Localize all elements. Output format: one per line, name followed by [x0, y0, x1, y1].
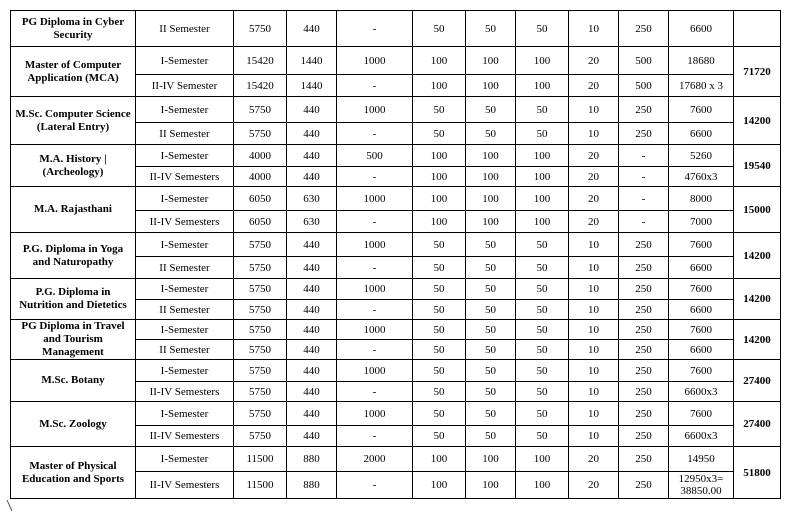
fee-cell: - — [337, 11, 413, 47]
fee-cell: 250 — [619, 447, 669, 472]
fee-cell: 440 — [287, 340, 337, 360]
fee-cell: 50 — [516, 257, 569, 279]
course-name-cell: Master of Physical Education and Sports — [11, 447, 136, 499]
fee-cell: 440 — [287, 233, 337, 257]
total-fee-cell: 51800 — [734, 447, 781, 499]
fee-cell: 50 — [516, 320, 569, 340]
fee-cell: 50 — [466, 402, 516, 426]
table-row — [11, 97, 781, 123]
fee-cell: 6600 — [669, 257, 734, 279]
fee-cell: 50 — [516, 97, 569, 123]
course-name-cell: M.Sc. Botany — [11, 360, 136, 402]
fee-cell: 50 — [466, 426, 516, 447]
fee-cell: 50 — [466, 233, 516, 257]
fee-cell: 440 — [287, 300, 337, 320]
fee-cell: 440 — [287, 257, 337, 279]
fee-cell: 50 — [516, 426, 569, 447]
fee-cell: - — [337, 340, 413, 360]
fee-cell: 6600 — [669, 340, 734, 360]
fee-cell: 17680 x 3 — [669, 75, 734, 97]
semester-cell: I-Semester — [136, 360, 234, 382]
fee-cell: 18680 — [669, 47, 734, 75]
semester-cell: II Semester — [136, 257, 234, 279]
fee-cell: 10 — [569, 360, 619, 382]
fee-cell: 15420 — [234, 47, 287, 75]
fee-cell: 100 — [413, 211, 466, 233]
fee-cell: 15420 — [234, 75, 287, 97]
fee-cell: 10 — [569, 257, 619, 279]
fee-cell: 4000 — [234, 145, 287, 167]
fee-cell: 440 — [287, 167, 337, 187]
fee-cell: 5750 — [234, 426, 287, 447]
fee-cell: 1000 — [337, 360, 413, 382]
semester-cell: I-Semester — [136, 447, 234, 472]
course-name-cell: M.Sc. Zoology — [11, 402, 136, 447]
fee-cell: 50 — [413, 382, 466, 402]
fee-cell: 50 — [413, 360, 466, 382]
fee-cell: 100 — [466, 47, 516, 75]
fee-cell: 7600 — [669, 320, 734, 340]
fee-cell: 1000 — [337, 279, 413, 300]
total-fee-cell: 14200 — [734, 233, 781, 279]
fee-cell: - — [337, 167, 413, 187]
fee-cell: 50 — [466, 97, 516, 123]
fee-cell: 20 — [569, 75, 619, 97]
fee-cell: 50 — [413, 257, 466, 279]
semester-cell: II Semester — [136, 123, 234, 145]
fee-cell: 10 — [569, 382, 619, 402]
fee-cell: - — [337, 300, 413, 320]
semester-cell: I-Semester — [136, 279, 234, 300]
semester-cell: II Semester — [136, 300, 234, 320]
course-name-cell: Master of Computer Application (MCA) — [11, 47, 136, 97]
semester-cell: I-Semester — [136, 145, 234, 167]
fee-cell: 100 — [413, 447, 466, 472]
semester-cell: II Semester — [136, 11, 234, 47]
fee-cell: 7000 — [669, 211, 734, 233]
fee-cell: 1000 — [337, 97, 413, 123]
fee-cell: - — [337, 382, 413, 402]
total-fee-cell: 14200 — [734, 320, 781, 360]
fee-cell: - — [619, 211, 669, 233]
fee-cell: 5750 — [234, 257, 287, 279]
fee-cell: 1000 — [337, 187, 413, 211]
fee-cell: 10 — [569, 402, 619, 426]
fee-cell: 250 — [619, 97, 669, 123]
table-row — [11, 233, 781, 257]
semester-cell: II-IV Semesters — [136, 426, 234, 447]
fee-cell: - — [619, 187, 669, 211]
fee-cell: 50 — [413, 320, 466, 340]
fee-cell: 6600 — [669, 300, 734, 320]
course-name-cell: M.Sc. Computer Science (Lateral Entry) — [11, 97, 136, 145]
fee-cell: 5750 — [234, 123, 287, 145]
fee-cell: 500 — [619, 47, 669, 75]
fee-cell: 11500 — [234, 447, 287, 472]
fee-cell: 5750 — [234, 11, 287, 47]
fee-cell: 100 — [413, 145, 466, 167]
fee-cell: - — [337, 211, 413, 233]
table-row — [11, 402, 781, 426]
semester-cell: I-Semester — [136, 233, 234, 257]
fee-cell: 100 — [466, 211, 516, 233]
fee-cell: - — [337, 426, 413, 447]
fee-cell: 50 — [516, 279, 569, 300]
fee-cell: 440 — [287, 382, 337, 402]
fee-cell: 100 — [516, 187, 569, 211]
total-fee-cell: 27400 — [734, 402, 781, 447]
fee-cell: 250 — [619, 257, 669, 279]
fee-cell: 50 — [466, 11, 516, 47]
fee-cell: 440 — [287, 402, 337, 426]
total-fee-cell: 27400 — [734, 360, 781, 402]
fee-cell: 250 — [619, 340, 669, 360]
fee-cell: - — [337, 472, 413, 499]
fee-cell: 250 — [619, 472, 669, 499]
fee-cell: 1000 — [337, 320, 413, 340]
fee-cell: 7600 — [669, 279, 734, 300]
fee-cell: 5750 — [234, 233, 287, 257]
table-row — [11, 187, 781, 211]
semester-cell: II-IV Semesters — [136, 211, 234, 233]
fee-cell: 100 — [413, 472, 466, 499]
fee-cell: 440 — [287, 11, 337, 47]
semester-cell: II-IV Semesters — [136, 167, 234, 187]
fee-cell: 6050 — [234, 187, 287, 211]
semester-cell: II-IV Semesters — [136, 382, 234, 402]
fee-cell: - — [337, 257, 413, 279]
fee-cell: 50 — [516, 340, 569, 360]
fee-cell: 50 — [466, 382, 516, 402]
course-name-cell: M.A. Rajasthani — [11, 187, 136, 233]
fee-cell: 100 — [413, 167, 466, 187]
total-fee-cell — [734, 11, 781, 47]
fee-cell: 440 — [287, 279, 337, 300]
fee-cell: 20 — [569, 187, 619, 211]
fee-cell: 50 — [413, 233, 466, 257]
fee-cell: 50 — [516, 300, 569, 320]
fee-cell: 10 — [569, 97, 619, 123]
fee-cell: 6600x3 — [669, 382, 734, 402]
fee-cell: 6600x3 — [669, 426, 734, 447]
fee-cell: 630 — [287, 211, 337, 233]
course-name-cell: PG Diploma in Travel and Tourism Management — [11, 320, 136, 360]
fee-cell: 2000 — [337, 447, 413, 472]
fee-cell: 8000 — [669, 187, 734, 211]
fee-cell: 50 — [413, 97, 466, 123]
fee-cell: 250 — [619, 233, 669, 257]
semester-cell: II Semester — [136, 340, 234, 360]
fee-cell: 50 — [466, 123, 516, 145]
fee-cell: 100 — [413, 187, 466, 211]
fee-cell: 5750 — [234, 360, 287, 382]
semester-cell: I-Semester — [136, 320, 234, 340]
fee-cell: 20 — [569, 211, 619, 233]
semester-cell: I-Semester — [136, 187, 234, 211]
semester-cell: I-Semester — [136, 47, 234, 75]
fee-cell: 1000 — [337, 233, 413, 257]
fee-cell: 50 — [516, 123, 569, 145]
fee-cell: 250 — [619, 382, 669, 402]
fee-cell: 50 — [466, 360, 516, 382]
fee-cell: 100 — [466, 145, 516, 167]
fee-cell: 100 — [413, 75, 466, 97]
fee-cell: 250 — [619, 300, 669, 320]
fee-cell: 100 — [516, 211, 569, 233]
fee-cell: 5750 — [234, 340, 287, 360]
fee-cell: 10 — [569, 300, 619, 320]
total-fee-cell: 15000 — [734, 187, 781, 233]
course-name-cell: P.G. Diploma in Yoga and Naturopathy — [11, 233, 136, 279]
fee-cell: 100 — [516, 447, 569, 472]
fee-cell: 5260 — [669, 145, 734, 167]
fee-cell: 50 — [516, 233, 569, 257]
fee-cell: 500 — [337, 145, 413, 167]
fee-cell: 250 — [619, 11, 669, 47]
total-fee-cell: 71720 — [734, 47, 781, 97]
fee-cell: 7600 — [669, 233, 734, 257]
fee-cell: 50 — [516, 402, 569, 426]
fee-cell: 7600 — [669, 97, 734, 123]
fee-cell: 880 — [287, 447, 337, 472]
fee-cell: 4000 — [234, 167, 287, 187]
fee-cell: 50 — [413, 426, 466, 447]
fee-cell: 50 — [516, 11, 569, 47]
fee-cell: 50 — [466, 300, 516, 320]
fee-cell: 10 — [569, 340, 619, 360]
fee-cell: 50 — [466, 340, 516, 360]
fee-cell: 50 — [466, 320, 516, 340]
fee-cell: 1000 — [337, 402, 413, 426]
fee-cell: 20 — [569, 47, 619, 75]
fee-cell: 100 — [516, 145, 569, 167]
fee-cell: 1000 — [337, 47, 413, 75]
fee-cell: 5750 — [234, 300, 287, 320]
total-fee-cell: 14200 — [734, 279, 781, 320]
fee-cell: 4760x3 — [669, 167, 734, 187]
course-name-cell: P.G. Diploma in Nutrition and Dietetics — [11, 279, 136, 320]
table-row — [11, 279, 781, 300]
fee-cell: 1440 — [287, 47, 337, 75]
fee-cell: 5750 — [234, 279, 287, 300]
fee-cell: 50 — [413, 300, 466, 320]
fee-cell: 100 — [466, 75, 516, 97]
fee-cell: 100 — [466, 447, 516, 472]
fee-cell: 7600 — [669, 402, 734, 426]
fee-cell: 440 — [287, 320, 337, 340]
fee-cell: 5750 — [234, 97, 287, 123]
fee-cell: 20 — [569, 472, 619, 499]
fee-cell: 5750 — [234, 402, 287, 426]
semester-cell: I-Semester — [136, 402, 234, 426]
semester-cell: II-IV Semester — [136, 75, 234, 97]
semester-cell: I-Semester — [136, 97, 234, 123]
total-fee-cell: 14200 — [734, 97, 781, 145]
fee-cell: 12950x3= 38850.00 — [669, 472, 734, 499]
fee-cell: 10 — [569, 123, 619, 145]
fee-cell: 50 — [516, 360, 569, 382]
table-row — [11, 11, 781, 47]
fee-cell: 250 — [619, 123, 669, 145]
fee-cell: 10 — [569, 320, 619, 340]
total-fee-cell: 19540 — [734, 145, 781, 187]
course-name-cell: M.A. History |(Archeology) — [11, 145, 136, 187]
fee-cell: 100 — [516, 75, 569, 97]
fee-cell: 630 — [287, 187, 337, 211]
fee-cell: 20 — [569, 447, 619, 472]
fee-cell: 5750 — [234, 320, 287, 340]
fee-cell: 100 — [516, 47, 569, 75]
semester-cell: II-IV Semesters — [136, 472, 234, 499]
fee-cell: 250 — [619, 402, 669, 426]
fee-cell: 5750 — [234, 382, 287, 402]
fee-cell: 250 — [619, 426, 669, 447]
fee-cell: 50 — [466, 257, 516, 279]
fee-cell: 500 — [619, 75, 669, 97]
fee-cell: 100 — [466, 167, 516, 187]
fee-cell: 6050 — [234, 211, 287, 233]
fee-cell: 50 — [413, 279, 466, 300]
fee-cell: 10 — [569, 233, 619, 257]
fee-cell: 50 — [413, 11, 466, 47]
fee-cell: 440 — [287, 123, 337, 145]
fee-cell: 50 — [413, 123, 466, 145]
fee-cell: 250 — [619, 320, 669, 340]
fee-cell: 6600 — [669, 11, 734, 47]
fee-cell: 50 — [413, 402, 466, 426]
fee-cell: 100 — [413, 47, 466, 75]
fee-cell: 10 — [569, 426, 619, 447]
table-row — [11, 447, 781, 472]
table-row — [11, 360, 781, 382]
fee-cell: 11500 — [234, 472, 287, 499]
fee-cell: - — [619, 167, 669, 187]
fee-cell: 100 — [466, 472, 516, 499]
fee-cell: 10 — [569, 279, 619, 300]
fee-cell: 50 — [516, 382, 569, 402]
table-row — [11, 145, 781, 167]
fee-cell: 20 — [569, 145, 619, 167]
fee-cell: 100 — [516, 472, 569, 499]
fee-cell: 440 — [287, 97, 337, 123]
fee-cell: - — [619, 145, 669, 167]
fee-cell: 1440 — [287, 75, 337, 97]
fee-cell: - — [337, 123, 413, 145]
fee-cell: 100 — [516, 167, 569, 187]
table-row — [11, 320, 781, 340]
table-row — [11, 47, 781, 75]
fee-cell: - — [337, 75, 413, 97]
course-name-cell: PG Diploma in Cyber Security — [11, 11, 136, 47]
fee-cell: 14950 — [669, 447, 734, 472]
fee-cell: 20 — [569, 167, 619, 187]
fee-cell: 440 — [287, 360, 337, 382]
fee-cell: 100 — [466, 187, 516, 211]
fee-cell: 250 — [619, 360, 669, 382]
fee-cell: 880 — [287, 472, 337, 499]
fee-cell: 440 — [287, 426, 337, 447]
fee-cell: 7600 — [669, 360, 734, 382]
fee-table — [10, 10, 781, 499]
corner-mark — [6, 500, 14, 512]
fee-cell: 250 — [619, 279, 669, 300]
fee-cell: 10 — [569, 11, 619, 47]
fee-cell: 440 — [287, 145, 337, 167]
fee-cell: 6600 — [669, 123, 734, 145]
fee-cell: 50 — [413, 340, 466, 360]
fee-cell: 50 — [466, 279, 516, 300]
